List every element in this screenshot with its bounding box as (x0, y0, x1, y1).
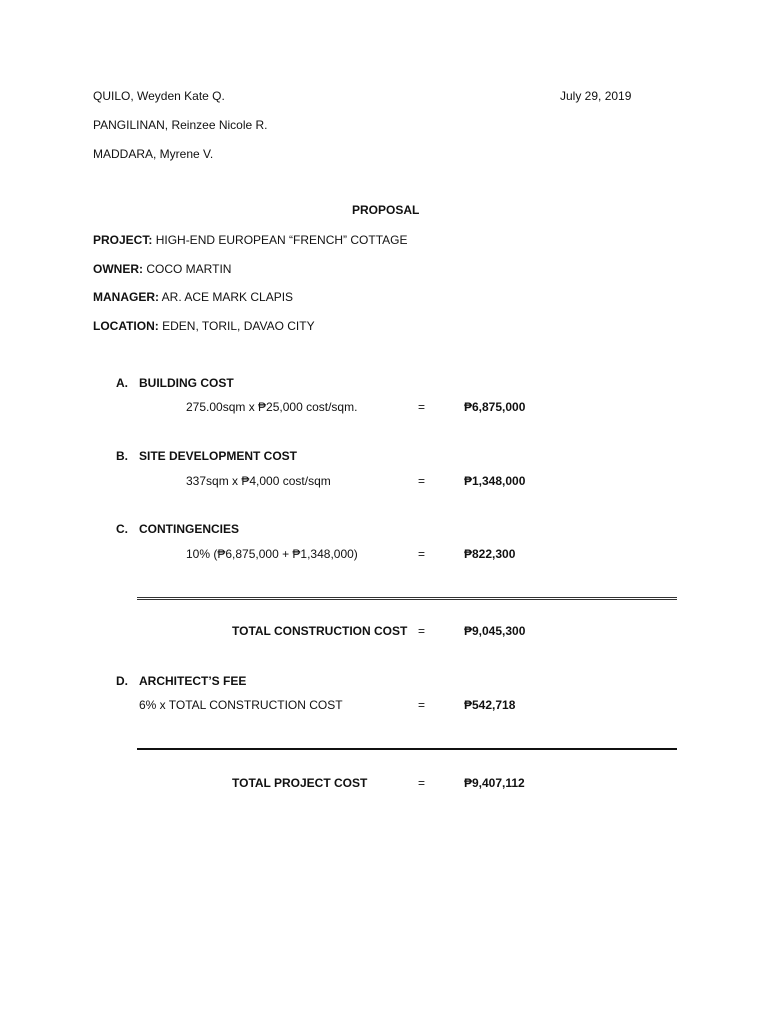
section-d-amount: ₱542,718 (464, 698, 516, 712)
document-date: July 29, 2019 (560, 89, 632, 103)
section-a-letter: A. (116, 376, 128, 390)
author-3: MADDARA, Myrene V. (93, 147, 214, 161)
section-d-equals: = (418, 698, 426, 712)
section-a-heading: BUILDING COST (139, 376, 234, 390)
owner-label: OWNER: (93, 262, 143, 276)
total-project-label: TOTAL PROJECT COST (232, 776, 368, 790)
section-b-amount: ₱1,348,000 (464, 474, 526, 488)
owner-value: COCO MARTIN (146, 262, 232, 276)
section-d-formula: 6% x TOTAL CONSTRUCTION COST (139, 698, 343, 712)
section-d-heading: ARCHITECT’S FEE (139, 674, 247, 688)
double-divider (137, 597, 677, 600)
author-2: PANGILINAN, Reinzee Nicole R. (93, 118, 268, 132)
project-value: HIGH-END EUROPEAN “FRENCH” COTTAGE (155, 233, 408, 247)
section-b-equals: = (418, 474, 426, 488)
location-line (93, 319, 315, 333)
project-line (93, 233, 407, 247)
author-1: QUILO, Weyden Kate Q. (93, 89, 225, 103)
total-project-amount: ₱9,407,112 (464, 776, 525, 790)
document-title: PROPOSAL (352, 203, 420, 217)
manager-label: MANAGER: (93, 290, 159, 304)
total-construction-label: TOTAL CONSTRUCTION COST (232, 624, 408, 638)
owner-line (93, 262, 231, 276)
section-b-letter: B. (116, 449, 128, 463)
total-construction-amount: ₱9,045,300 (464, 624, 526, 638)
section-b-formula: 337sqm x ₱4,000 cost/sqm (186, 474, 331, 488)
section-b-heading: SITE DEVELOPMENT COST (139, 449, 298, 463)
total-project-equals: = (418, 776, 426, 790)
section-c-equals: = (418, 547, 426, 561)
location-label: LOCATION: (93, 319, 159, 333)
section-c-amount: ₱822,300 (464, 547, 516, 561)
section-a-equals: = (418, 400, 426, 414)
location-value: EDEN, TORIL, DAVAO CITY (162, 319, 315, 333)
manager-line (93, 290, 293, 304)
project-label: PROJECT: (93, 233, 153, 247)
section-a-formula: 275.00sqm x ₱25,000 cost/sqm. (186, 400, 358, 414)
section-c-formula: 10% (₱6,875,000 + ₱1,348,000) (186, 547, 358, 561)
section-d-letter: D. (116, 674, 128, 688)
single-divider (137, 748, 677, 750)
section-c-letter: C. (116, 522, 128, 536)
total-construction-equals: = (418, 624, 426, 638)
section-a-amount: ₱6,875,000 (464, 400, 526, 414)
section-c-heading: CONTINGENCIES (139, 522, 240, 536)
manager-value: AR. ACE MARK CLAPIS (161, 290, 294, 304)
